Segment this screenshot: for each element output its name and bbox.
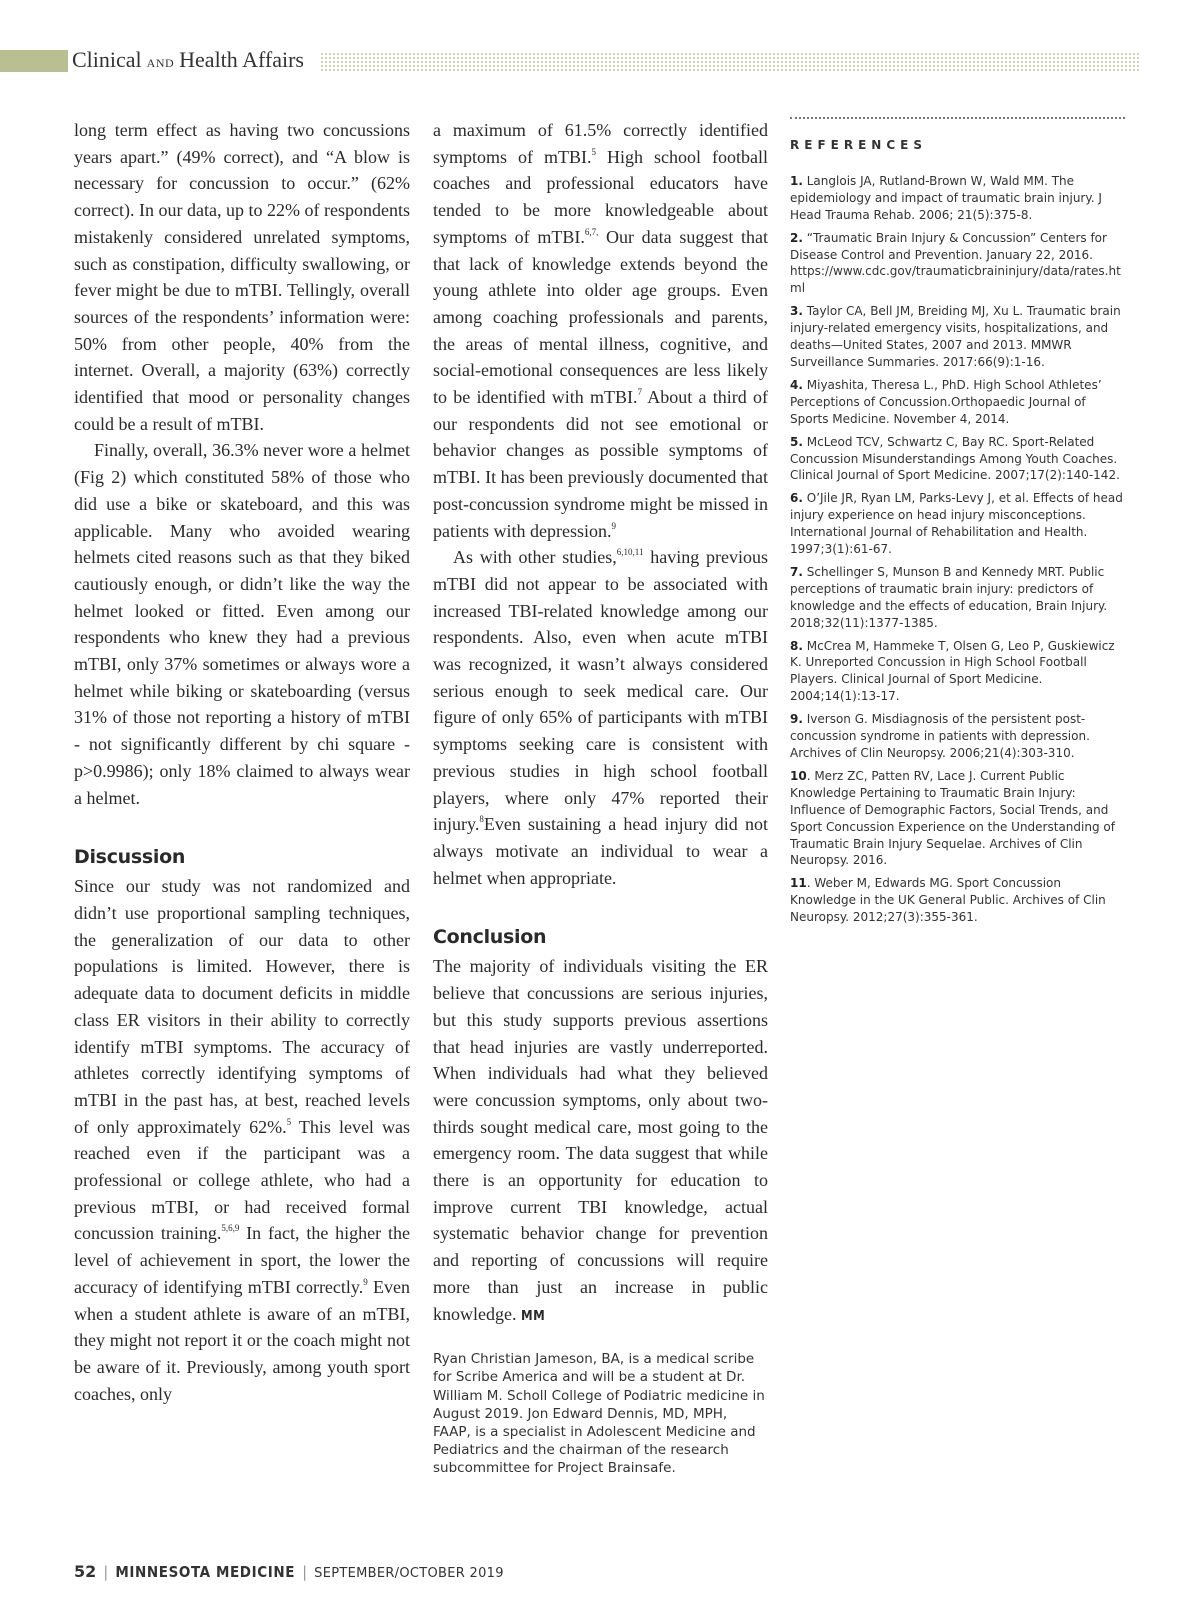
conclusion-paragraph <box>433 953 768 1330</box>
citation-superscript: 6,10,11 <box>616 547 644 558</box>
reference-item <box>790 768 1125 869</box>
text-run: having previous mTBI did not appear to be associated with increased TBI-related knowledge among our respondents. Also, even when acute mTBI was recognized, it wasn’t always considered serious enough to seek medical care. Our figure of only 65% of participants with mTBI symptoms seeking care is consistent with previous studies in high school football players, where only 47% reported their injury. <box>433 547 768 835</box>
reference-text: Iverson G. Misdiagnosis of the persistent post-concussion syndrome in patients with depression. Archives of Clin Neuropsy. 2006;21(4):303-310. <box>790 712 1090 760</box>
section-title-part1: Clinical <box>72 47 142 72</box>
text-run: This level was reached even if the participant was a professional or college athlete, who had a previous mTBI, or had received formal concussion training. <box>74 1116 410 1244</box>
page-number: 52 <box>74 1562 97 1581</box>
page-footer <box>74 1562 504 1581</box>
reference-text: McLeod TCV, Schwartz C, Bay RC. Sport-Related Concussion Misunderstandings Among Youth Coaches. Clinical Journal of Sport Medicine. 2007;17(2):140-142. <box>790 434 1120 483</box>
section-title-and: AND <box>146 56 175 70</box>
citation-superscript: 7 <box>637 387 642 398</box>
text-run: High school football coaches and professional educators have tended to be more knowledgeable about symptoms of mTBI. <box>433 146 768 247</box>
reference-number: 4. <box>790 377 803 392</box>
reference-number: 6. <box>790 491 803 506</box>
text-run: Even sustaining a head injury did not always motivate an individual to wear a helmet when appropriate. <box>433 814 768 888</box>
citation-superscript: 6,7, <box>584 226 599 237</box>
reference-text: Miyashita, Theresa L., PhD. High School Athletes’ Perceptions of Concussion.Orthopaedic Journal of Sports Medicine. November 4, 2014. <box>790 377 1102 426</box>
text-run: a maximum of 61.5% correctly identified symptoms of mTBI. <box>433 120 768 167</box>
discussion-paragraph <box>74 873 410 1407</box>
footer-separator: | <box>302 1563 308 1581</box>
reference-number: 7. <box>790 564 803 579</box>
reference-item <box>790 230 1125 298</box>
conclusion-heading: Conclusion <box>433 926 547 949</box>
end-mark: MM <box>520 1308 546 1324</box>
reference-item <box>790 564 1125 632</box>
reference-number: 3. <box>790 304 803 319</box>
discussion-paragraph-continued <box>433 117 768 544</box>
reference-text: Langlois JA, Rutland-Brown W, Wald MM. The epidemiology and impact of traumatic brain injury. J Head Trauma Rehab. 2006; 21(5):375-8. <box>790 173 1102 222</box>
reference-number: 10 <box>790 768 807 783</box>
section-title-part2: Health Affairs <box>179 47 304 72</box>
magazine-name: MINNESOTA MEDICINE <box>115 1563 296 1581</box>
reference-item <box>790 638 1125 706</box>
citation-superscript: 5 <box>591 146 597 157</box>
text-run: About a third of our respondents did not see emotional or behavior changes as possible symptoms of mTBI. It has been previously documented that post-concussion syndrome might be missed in patients with depression. <box>433 387 768 541</box>
reference-text: Taylor CA, Bell JM, Breiding MJ, Xu L. Traumatic brain injury-related emergency visits, hospitalizations, and deaths—United States, 2007 and 2013. MMWR Surveillance Summaries. 2017:66(9):1-16. <box>790 304 1121 369</box>
reference-list <box>790 173 1125 926</box>
text-run: Even when a student athlete is aware of an mTBI, they might not report it or the coach might not be aware of it. Previously, among youth sport coaches, only <box>74 1276 410 1404</box>
reference-text: O’Jile JR, Ryan LM, Parks-Levy J, et al. Effects of head injury experience on head injury misconceptions. International Journal of Rehabilitation and Health. 1997;3(1):61-67. <box>790 491 1123 557</box>
reference-item <box>790 173 1125 224</box>
header-dot-pattern <box>320 52 1140 71</box>
reference-number: 1. <box>790 173 803 188</box>
reference-number: 5. <box>790 434 803 449</box>
reference-number: 11 <box>790 876 807 891</box>
section-title <box>72 47 304 73</box>
footer-separator: | <box>103 1563 109 1581</box>
text-run: In fact, the higher the level of achievement in sport, the lower the accuracy of identifying mTBI correctly. <box>74 1223 410 1297</box>
discussion-heading: Discussion <box>74 846 186 869</box>
reference-text: Schellinger S, Munson B and Kennedy MRT. Public perceptions of traumatic brain injury: predictors of knowledge and the effects of education, Brain Injury. 2018;32(11):1377-1385. <box>790 564 1108 630</box>
text-run: Since our study was not randomized and didn’t use proportional sampling techniques, the generalization of our data to other populations is limited. However, there is adequate data to document deficits in middle class ER visitors in their ability to correctly identify mTBI symptoms. The accuracy of athletes correctly identifying symptoms of mTBI in the past has, at best, reached levels of only approximately 62%. <box>74 876 410 1137</box>
reference-text: . Merz ZC, Patten RV, Lace J. Current Public Knowledge Pertaining to Traumatic Brain Injury: Influence of Demographic Factors, Social Trends, and Sport Concussion Experience on the Understanding of Traumatic Brain Injury Sequelae. Archives of Clin Neuropsy. 2016. <box>790 768 1115 868</box>
reference-text: “Traumatic Brain Injury & Concussion” Centers for Disease Control and Prevention. January 22, 2016. https://www.cdc.gov/traumaticbraininjury/data/rates.html <box>790 230 1121 296</box>
reference-number: 8. <box>790 638 803 653</box>
dotted-divider <box>790 117 1125 119</box>
reference-text: McCrea M, Hammeke T, Olsen G, Leo P, Guskiewicz K. Unreported Concussion in High School Football Players. Clinical Journal of Sport Medicine. 2004;14(1):13-17. <box>790 638 1115 704</box>
reference-item <box>790 711 1125 762</box>
reference-text: . Weber M, Edwards MG. Sport Concussion Knowledge in the UK General Public. Archives of Clin Neuropsy. 2012;27(3):355-361. <box>790 876 1106 925</box>
reference-item <box>790 490 1125 558</box>
references-section <box>790 117 1125 932</box>
citation-superscript: 9 <box>611 520 616 531</box>
body-column-2 <box>433 117 768 1478</box>
issue-date: SEPTEMBER/OCTOBER 2019 <box>314 1566 504 1581</box>
reference-item <box>790 377 1125 428</box>
paragraph <box>433 544 768 891</box>
citation-superscript: 8 <box>479 814 484 825</box>
paragraph: Finally, overall, 36.3% never wore a helmet (Fig 2) which constituted 58% of those who did use a bike or skateboard, and this was applicable. Many who avoided wearing helmets cited reasons such as that they biked cautiously enough, or didn’t like the way the helmet looked or fitted. Even among our respondents who knew they had a previous mTBI, only 37% sometimes or always wore a helmet while biking or skateboarding (versus 31% of those not reporting a history of mTBI - not significantly different by chi square - p>0.9986); only 18% claimed to always wear a helmet. <box>74 440 410 808</box>
reference-item <box>790 303 1125 371</box>
text-run: The majority of individuals visiting the ER believe that concussions are serious injuries, but this study supports previous assertions that head injuries are vastly underreported. When individuals had what they believed were concussion symptoms, only about two-thirds sought medical care, most going to the emergency room. The data suggest that while there is an opportunity for education to improve current TBI knowledge, actual systematic behavior change for prevention and reporting of concussions will require more than just an increase in public knowledge. <box>433 956 768 1324</box>
citation-superscript: 9 <box>363 1276 368 1287</box>
reference-item <box>790 434 1125 485</box>
reference-item <box>790 875 1125 926</box>
text-run: Our data suggest that that lack of knowledge extends beyond the young athlete into older age groups. Even among coaching professionals and parents, the areas of mental illness, cognitive, and social-emotional consequences are less likely to be identified with mTBI. <box>433 226 768 408</box>
citation-superscript: 5 <box>286 1116 292 1127</box>
reference-number: 2. <box>790 230 803 245</box>
citation-superscript: 5,6,9 <box>221 1223 240 1234</box>
paragraph: long term effect as having two concussions years apart.” (49% correct), and “A blow is necessary for concussion to occur.” (62% correct). In our data, up to 22% of respondents mistakenly considered unrelated symptoms, such as constipation, difficulty swallowing, or fever might be due to mTBI. Tellingly, overall sources of the respondents’ information were: 50% from other people, 40% from the internet. Overall, a majority (63%) correctly identified that mood or personality changes could be a result of mTBI. <box>74 120 410 434</box>
author-bio: Ryan Christian Jameson, BA, is a medical scribe for Scribe America and will be a student at Dr. William M. Scholl College of Podiatric medicine in August 2019. Jon Edward Dennis, MD, MPH, FAAP, is a specialist in Adolescent Medicine and Pediatrics and the chairman of the research subcommittee for Project Brainsafe. <box>433 1351 765 1477</box>
text-run: As with other studies, <box>453 547 617 568</box>
section-color-bar <box>0 50 68 72</box>
body-column-1 <box>74 117 410 1407</box>
references-title: REFERENCES <box>790 138 927 152</box>
reference-number: 9. <box>790 712 803 727</box>
